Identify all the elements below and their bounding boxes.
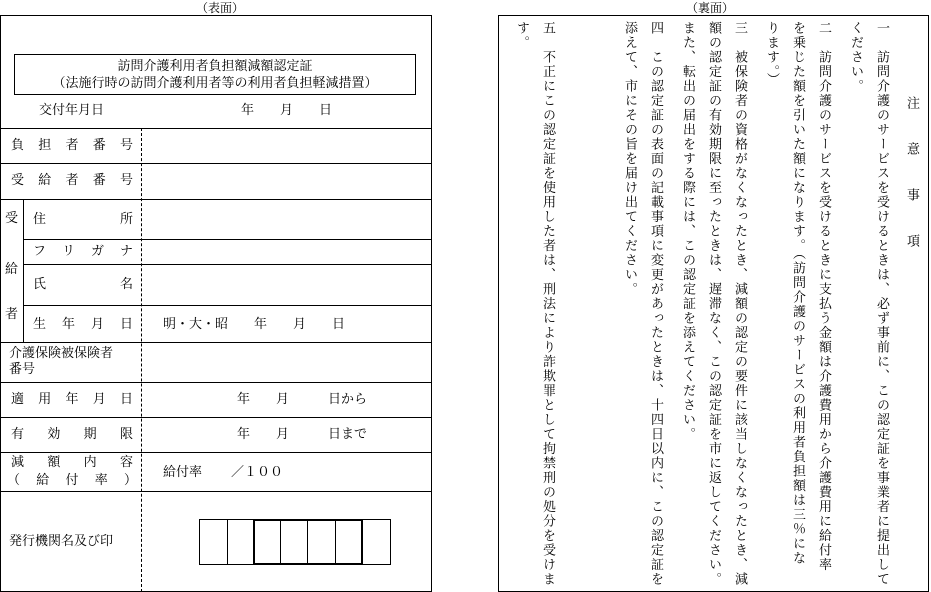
recipient-group-2: 給: [5, 262, 19, 277]
valid-period-value: 年 月 日まで: [237, 427, 368, 442]
payer-number-label: 負 担 者 番 号: [11, 138, 133, 153]
title-box: [14, 54, 416, 95]
back-card: [498, 15, 929, 592]
furigana-label: フ リ ガ ナ: [33, 244, 133, 259]
rate-label: 給付率: [163, 465, 203, 480]
notes-column: 添えて、市にその旨を届け出てください。: [622, 21, 637, 297]
recipient-group-3: 者: [5, 307, 19, 322]
notes-column: 四 この認定証の表面の記載事項に変更があったときは、十四日以内に、この認定証を: [648, 21, 663, 587]
birth-date-value: 明・大・昭 年 月 日: [163, 317, 346, 332]
title-line-2: （法施行時の訪問介護利用者等の利用者負担軽減措置）: [52, 76, 378, 91]
recipient-group-1: 受: [5, 211, 19, 226]
notes-column: また、転出の届出をする際には、この認定証を添えてください。: [680, 21, 695, 442]
notes-column: す。: [514, 21, 529, 50]
birth-date-label: 生 年 月 日: [33, 317, 133, 332]
reduction-label-2: （ 給 付 率 ）: [7, 473, 137, 488]
apply-date-label: 適 用 年 月 日: [11, 392, 133, 407]
notes-column: ります。）: [764, 21, 779, 87]
recipient-number-label: 受 給 者 番 号: [11, 173, 133, 188]
valid-period-label: 有 効 期 限: [11, 427, 133, 442]
notes-column: 一 訪問介護のサービスを受けるときは、必ず事前に、この認定証を事業者に提出して: [874, 21, 889, 587]
name-label: 氏 名: [33, 277, 133, 292]
insured-number-label-2: 番号: [9, 362, 36, 377]
reduction-label-1: 減 額 内 容: [11, 455, 133, 470]
notes-column: ください。: [848, 21, 863, 94]
notes-column: 額の認定証の有効期限に至ったときは、遅滞なく、この認定証を市に返してください。: [706, 21, 721, 587]
address-label: 住 所: [33, 212, 133, 227]
stamp-box: [227, 519, 254, 565]
title-line-1: 訪問介護利用者負担額減額認定証: [117, 59, 313, 74]
notes-column: 二 訪問介護のサービスを受けるときに支払う金額は介護費用から介護費用に給付率: [816, 21, 831, 572]
issuer-label: 発行機関名及び印: [9, 534, 114, 549]
notes-column: 五 不正にこの認定証を使用した者は、刑法により詐欺罪として拘禁刑の処分を受けま: [540, 21, 555, 587]
insured-number-label-1: 介護保険被保険者: [9, 346, 114, 361]
apply-date-value: 年 月 日から: [237, 392, 368, 407]
notes-column: 三 被保険者の資格がなくなったとき、減額の認定の要件に該当しなくなったとき、減: [732, 21, 747, 587]
notes-column: を乗じた額を引いた額になります。（訪問介護のサービスの利用者負担額は三％にな: [790, 21, 805, 566]
front-caption: （表面）: [195, 1, 244, 15]
front-card: [0, 15, 432, 592]
stamp-box-bold: [253, 519, 363, 565]
rate-value: ／１００: [231, 465, 284, 480]
stamp-box: [362, 519, 391, 565]
back-caption: （裏面）: [685, 1, 734, 15]
issue-date-label: 交付年月日: [39, 103, 105, 118]
issue-date-value: 年 月 日: [241, 103, 333, 118]
notes-heading: 注 意 事 項: [904, 96, 919, 257]
stamp-box: [199, 519, 228, 565]
